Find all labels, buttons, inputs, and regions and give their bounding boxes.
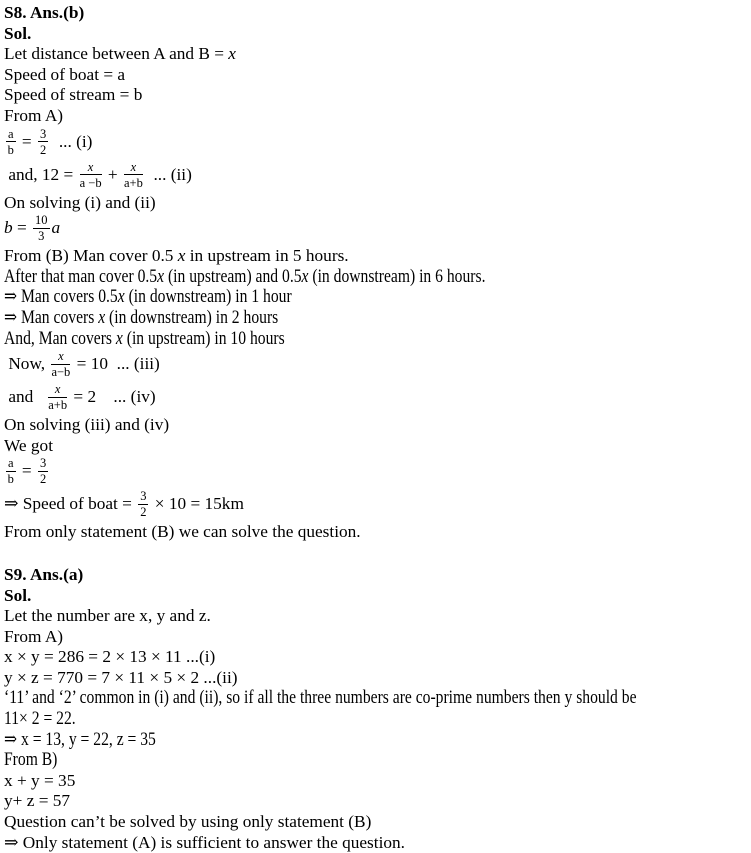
sol-label [4, 586, 749, 607]
fraction-numerator: 3 [39, 126, 47, 141]
fraction-denominator: b [7, 472, 14, 487]
fraction-numerator: x [51, 349, 70, 365]
text-run: = [17, 131, 36, 151]
fraction-denominator: a+b [123, 175, 143, 190]
solution-s8 [4, 3, 749, 543]
fraction [80, 160, 102, 190]
fraction-denominator: 2 [140, 505, 147, 520]
math-variable: x [115, 327, 123, 349]
equation-line [4, 160, 749, 193]
fraction-numerator: x [48, 382, 67, 398]
text-run: Speed of boat = a [4, 64, 126, 84]
equation-line [4, 668, 749, 689]
text-run: y × z = 770 = 7 × 11 × 5 × 2 ...(ii) [4, 667, 238, 687]
fraction-denominator: 2 [39, 142, 47, 157]
text-line [4, 750, 630, 771]
text-run: x × y = 286 = 2 × 13 × 11 ...(i) [4, 647, 216, 667]
equation-line [4, 456, 749, 489]
text-run: Speed of stream = b [4, 85, 143, 105]
math-variable: a [51, 218, 61, 238]
text-line [4, 65, 749, 86]
fraction [138, 489, 148, 519]
text-line [4, 606, 749, 627]
fraction-numerator: x [80, 160, 102, 176]
math-variable: x [117, 286, 125, 308]
equation-line [4, 489, 749, 522]
equation-line [4, 647, 749, 668]
fraction [124, 160, 143, 190]
text-run: Sol. [4, 585, 32, 605]
text-line [4, 436, 749, 457]
equation-line [4, 730, 630, 751]
math-variable: x [157, 265, 165, 287]
fraction [38, 456, 48, 486]
text-line [4, 85, 749, 106]
text-line [4, 709, 630, 730]
text-line [4, 687, 637, 709]
text-run: in upstream in 5 hours. [185, 246, 349, 266]
text-run: Question can’t be solved by using only statement (B) [4, 812, 372, 832]
fraction-denominator: b [7, 142, 14, 157]
sol-label [4, 24, 749, 45]
text-run: ⇒ x = 13, y = 22, z = 35 [4, 728, 156, 750]
text-run: We got [4, 435, 53, 455]
fraction-numerator: 3 [39, 456, 47, 471]
equation-line [4, 771, 749, 792]
text-run: From (B) Man cover 0.5 [4, 246, 178, 266]
text-run: = 10 ... (iii) [72, 354, 160, 374]
fraction-numerator: 10 [35, 213, 48, 228]
equation-line [4, 127, 749, 160]
text-run: (in downstream) in 1 hour [124, 286, 292, 308]
text-run: = [17, 461, 36, 481]
text-line [4, 812, 749, 833]
text-run: ⇒ Speed of boat = [4, 494, 137, 514]
text-line [4, 415, 749, 436]
text-run: ⇒ Man covers [4, 306, 99, 328]
text-run: S9. Ans.(a) [4, 564, 84, 584]
equation-line [4, 791, 749, 812]
text-run: y+ z = 57 [4, 791, 71, 811]
text-line [4, 193, 749, 214]
text-line [4, 106, 749, 127]
text-line [4, 308, 630, 329]
text-line [4, 627, 749, 648]
fraction-denominator: a −b [79, 175, 102, 190]
text-run: ⇒ Only statement (A) is sufficient to answer the question. [4, 832, 405, 852]
text-run: From A) [4, 626, 64, 646]
text-run: ‘11’ and ‘2’ common in (i) and (ii), so if all the three numbers are co-prime numbers then y should be [4, 687, 637, 709]
equation-line [4, 213, 749, 246]
fraction-numerator: a [8, 456, 14, 471]
text-run: And, Man covers [4, 327, 116, 349]
text-run: Sol. [4, 23, 32, 43]
solution-s9 [4, 565, 749, 853]
text-run: After that man cover 0.5 [4, 265, 158, 287]
fraction [48, 382, 67, 412]
text-run: ... (ii) [144, 164, 192, 184]
fraction [51, 349, 70, 379]
fraction-numerator: 3 [140, 489, 147, 504]
text-run: + [103, 164, 122, 184]
fraction [6, 456, 16, 486]
math-variable: x [177, 246, 186, 266]
fraction-numerator: a [8, 126, 14, 141]
text-line [4, 329, 630, 350]
text-run: (in upstream) and 0.5 [164, 265, 302, 287]
text-run: and [4, 387, 47, 407]
fraction-denominator: 2 [39, 472, 47, 487]
text-run: From B) [4, 749, 58, 771]
text-line [4, 267, 630, 288]
text-run: and, 12 = [4, 164, 78, 184]
answer-heading-s9 [4, 565, 749, 586]
fraction-denominator: 3 [38, 229, 45, 244]
text-run: On solving (i) and (ii) [4, 192, 156, 212]
text-run: x + y = 35 [4, 770, 76, 790]
text-run: Let distance between A and B = [4, 44, 229, 64]
answer-heading-s8 [4, 3, 749, 24]
fraction-numerator: x [124, 160, 143, 176]
fraction-denominator: a−b [51, 365, 71, 380]
fraction [38, 127, 48, 157]
text-run: From only statement (B) we can solve the question. [4, 522, 361, 542]
equation-line [4, 382, 749, 415]
text-run: Now, [4, 354, 50, 374]
fraction [33, 213, 50, 243]
text-run: 11× 2 = 22. [4, 708, 76, 730]
text-run: ... (i) [50, 131, 93, 151]
text-run: (in upstream) in 10 hours [122, 327, 285, 349]
text-run: S8. Ans.(b) [4, 3, 85, 22]
math-variable: x [301, 265, 309, 287]
text-line [4, 246, 749, 267]
text-run: Let the number are x, y and z. [4, 606, 211, 626]
text-run: (in downstream) in 2 hours [105, 306, 279, 328]
text-run: On solving (iii) and (iv) [4, 415, 170, 435]
math-variable: x [228, 44, 236, 64]
text-run: From A) [4, 105, 64, 125]
text-line [4, 44, 749, 65]
fraction-denominator: a+b [48, 398, 68, 413]
text-line [4, 522, 749, 543]
math-variable: b [4, 218, 13, 238]
fraction [6, 127, 16, 157]
math-variable: x [98, 306, 106, 328]
text-run: ⇒ Man covers 0.5 [4, 286, 118, 308]
text-line [4, 833, 749, 853]
text-run: × 10 = 15km [150, 494, 244, 514]
text-run: = [12, 218, 32, 238]
text-run: = 2 ... (iv) [69, 387, 156, 407]
equation-line [4, 349, 749, 382]
text-line [4, 287, 630, 308]
text-run: (in downstream) in 6 hours. [308, 265, 486, 287]
